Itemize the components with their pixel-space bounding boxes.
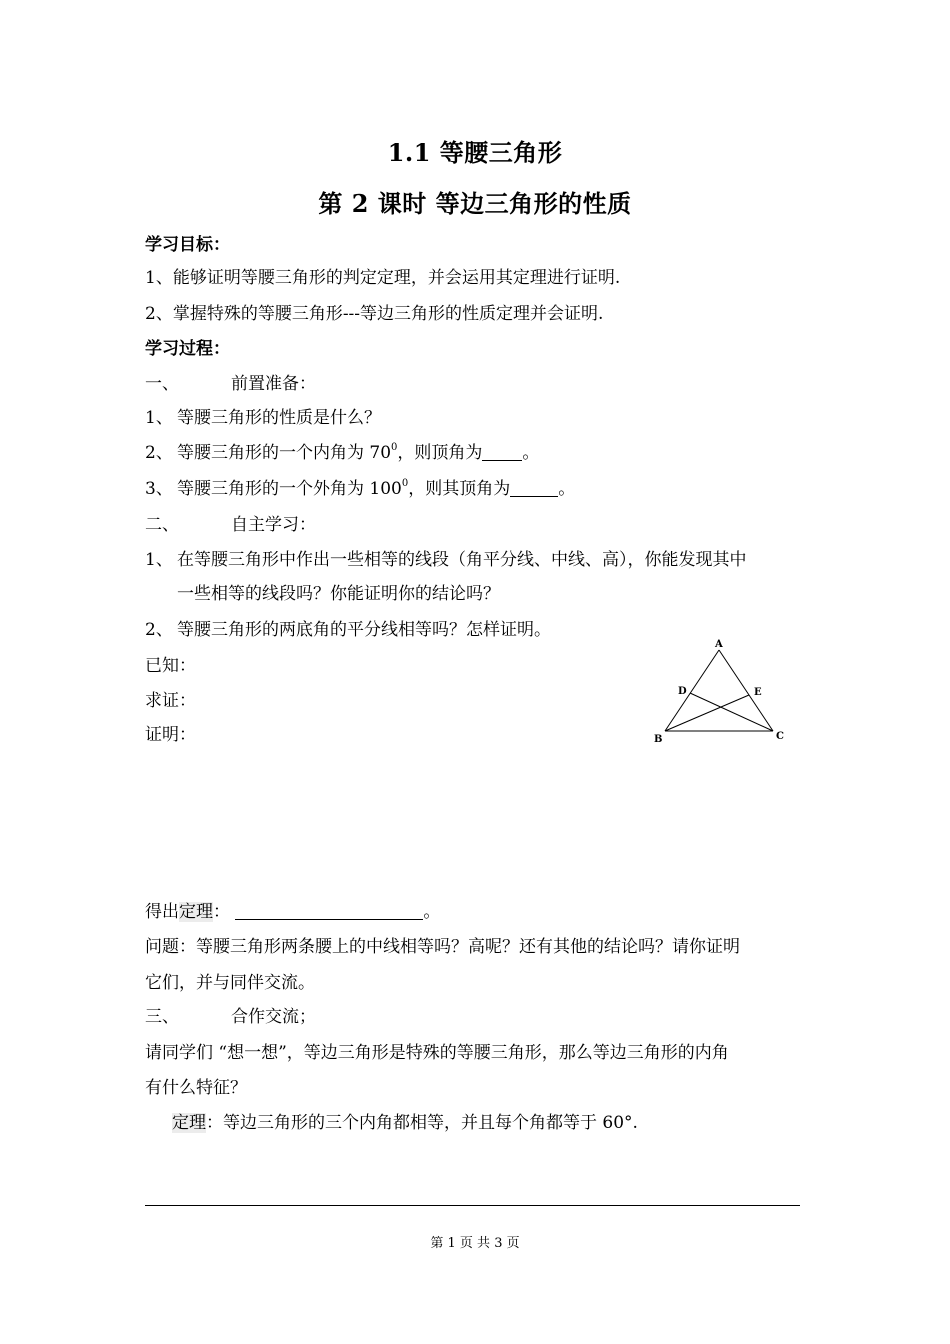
question-item [145, 403, 381, 428]
page-subtitle: 第 2 课时 等边三角形的性质 [318, 189, 632, 218]
conclusion-colon: ： [213, 902, 230, 922]
label-e: E [754, 687, 762, 698]
section-heading [145, 510, 316, 535]
conclusion-end: 。 [423, 902, 441, 922]
section-marker: 一、 [145, 374, 179, 394]
question-item [145, 545, 747, 570]
paragraph-text: 有什么特征？ [145, 1078, 247, 1098]
page-title: 1.1 等腰三角形 [387, 138, 563, 167]
question-text: ，则顶角为 [397, 443, 483, 463]
objective-item: 1、能够证明等腰三角形的判定定理，并会运用其定理进行证明. [145, 268, 621, 288]
page-footer: 第 1 页 共 3 页 [430, 1236, 520, 1251]
theorem-blank[interactable] [235, 901, 423, 920]
theorem-line [172, 1108, 638, 1133]
conclusion-line [145, 897, 440, 922]
question-text: 问题：等腰三角形两条腰上的中线相等吗？高呢？还有其他的结论吗？请你证明 [145, 937, 740, 957]
section-heading [145, 369, 316, 394]
question-end: 。 [558, 479, 576, 499]
footer-divider [145, 1205, 800, 1206]
question-number: 3、 [145, 479, 173, 499]
theorem-text: ：等边三角形的三个内角都相等，并且每个角都等于 60°. [206, 1113, 638, 1133]
question-end: 。 [522, 443, 540, 463]
question-text: 等腰三角形的性质是什么？ [177, 408, 381, 428]
objectives-heading: 学习目标： [145, 235, 230, 255]
question-text: ，则其顶角为 [408, 479, 511, 499]
label-a: A [715, 639, 723, 650]
answer-blank[interactable] [482, 442, 522, 461]
question-text: 在等腰三角形中作出一些相等的线段（角平分线、中线、高），你能发现其中 [177, 550, 747, 570]
question-number: 2、 [145, 443, 173, 463]
degree-superscript: 0 [401, 478, 409, 489]
question-text: 等腰三角形的一个外角为 100 [177, 479, 402, 499]
triangle-figure [645, 635, 795, 750]
question-item [145, 615, 551, 640]
label-b: B [654, 734, 663, 745]
conclusion-prefix: 得出 [145, 902, 179, 922]
objective-item: 2、掌握特殊的等腰三角形---等边三角形的性质定理并会证明. [145, 304, 604, 324]
question-number: 1、 [145, 550, 173, 570]
question-text: 等腰三角形的两底角的平分线相等吗？怎样证明。 [177, 620, 551, 640]
proof-label: 证明： [145, 725, 196, 745]
question-item [145, 474, 575, 499]
section-marker: 三、 [145, 1007, 179, 1027]
theorem-word: 定理 [172, 1113, 206, 1133]
prove-label: 求证： [145, 691, 196, 711]
question-number: 2、 [145, 620, 173, 640]
question-text: 它们，并与同伴交流。 [145, 973, 315, 993]
question-text-continued: 一些相等的线段吗？你能证明你的结论吗？ [177, 584, 500, 604]
side-ab [665, 650, 719, 731]
label-c: C [776, 731, 784, 742]
paragraph-text: 请同学们 “想一想”，等边三角形是特殊的等腰三角形，那么等边三角形的内角 [145, 1043, 729, 1063]
question-text: 等腰三角形的一个内角为 70 [177, 443, 392, 463]
process-heading: 学习过程： [145, 339, 230, 359]
known-label: 已知： [145, 656, 196, 676]
section-title: 自主学习： [231, 515, 316, 535]
section-title: 前置准备： [231, 374, 316, 394]
section-marker: 二、 [145, 515, 179, 535]
theorem-word: 定理 [179, 902, 213, 922]
label-d: D [678, 686, 687, 697]
question-item [145, 438, 539, 463]
section-heading [145, 1002, 316, 1027]
section-title: 合作交流； [231, 1007, 316, 1027]
degree-superscript: 0 [391, 442, 398, 453]
question-number: 1、 [145, 408, 173, 428]
answer-blank[interactable] [510, 478, 558, 497]
